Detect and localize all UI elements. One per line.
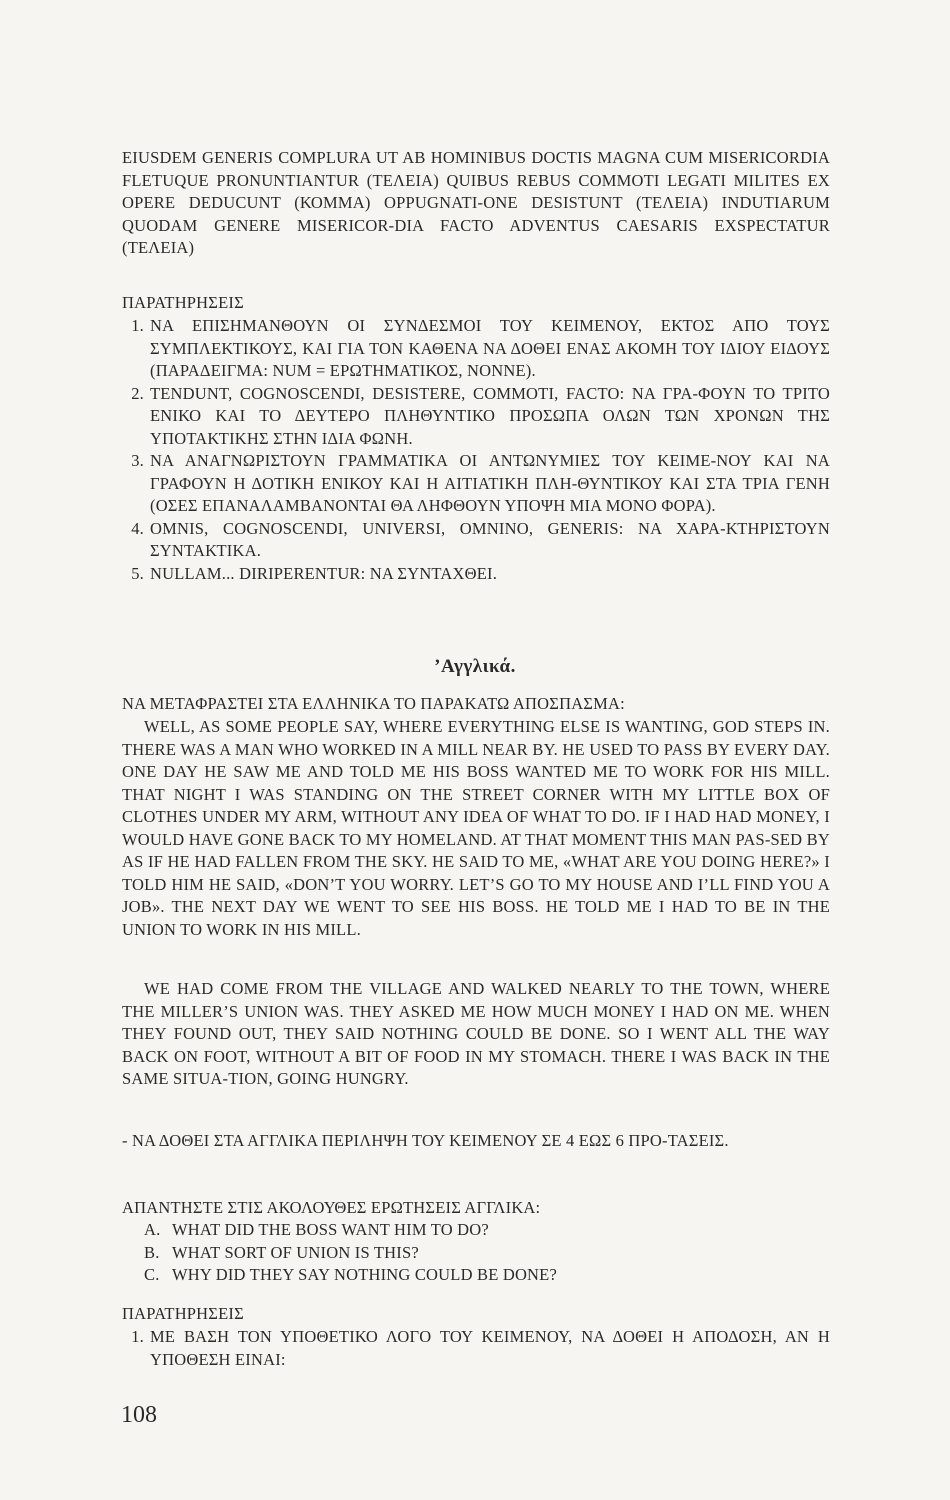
notes-list: [122, 1326, 830, 1371]
question-text: WHY DID THEY SAY NOTHING COULD BE DONE?: [172, 1265, 557, 1284]
question-item: [144, 1219, 557, 1242]
list-item: [122, 518, 830, 563]
notes-list: [122, 315, 830, 585]
question-label: A.: [144, 1220, 161, 1239]
list-item: [122, 450, 830, 518]
item-number: 4.: [131, 518, 144, 538]
question-text: WHAT SORT OF UNION IS THIS?: [172, 1242, 419, 1262]
item-text: ΝΑ ΕΠΙΣΗΜΑΝΘΟΥΝ ΟΙ ΣΥΝΔΕΣΜΟΙ ΤΟΥ ΚΕΙΜΕΝΟΥ, ΕΚΤΟΣ ΑΠΟ ΤΟΥΣ ΣΥΜΠΛΕΚΤΙΚΟΥΣ, ΚΑΙ ΓΙΑ ΤΟΝ ΚΑΘΕΝΑ ΝΑ ΔΟΘΕΙ ΕΝΑΣ ΑΚΟΜΗ ΤΟΥ ΙΔΙΟΥ ΕΙΔΟΥΣ (ΠΑΡΑΔΕΙΓΜΑ: NUM = ΕΡΩΤΗΜΑΤΙΚΟΣ, NONNE).: [150, 316, 830, 380]
question-item: [144, 1242, 557, 1265]
item-number: 2.: [131, 383, 144, 403]
list-item: [122, 1326, 830, 1371]
item-text: OMNIS, COGNOSCENDI, UNIVERSI, OMNINO, GENERIS: ΝΑ ΧΑΡΑ-ΚΤΗΡΙΣΤΟΥΝ ΣΥΝΤΑΚΤΙΚΑ.: [150, 518, 830, 560]
question-label: C.: [144, 1265, 160, 1284]
summary-instruction: - ΝΑ ΔΟΘΕΙ ΣΤΑ ΑΓΓΛΙΚΑ ΠΕΡΙΛΗΨΗ ΤΟΥ ΚΕΙΜΕΝΟΥ ΣΕ 4 ΕΩΣ 6 ΠΡΟ-ΤΑΣΕΙΣ.: [122, 1131, 729, 1150]
item-number: 1.: [131, 316, 144, 335]
section-title: ’Αγγλικά.: [434, 656, 516, 677]
item-number: 1.: [131, 1327, 144, 1346]
notes-heading: ΠΑΡΑΤΗΡΗΣΕΙΣ: [122, 293, 244, 312]
question-text: WHAT DID THE BOSS WANT HIM TO DO?: [172, 1220, 489, 1239]
item-text: ΝΑ ΑΝΑΓΝΩΡΙΣΤΟΥΝ ΓΡΑΜΜΑΤΙΚΑ ΟΙ ΑΝΤΩΝΥΜΙΕΣ ΤΟΥ ΚΕΙΜΕ-ΝΟΥ ΚΑΙ ΝΑ ΓΡΑΦΟΥΝ Η ΔΟΤΙΚΗ ΕΝΙΚΟΥ ΚΑΙ Η ΑΙΤΙΑΤΙΚΗ ΠΛΗ-ΘΥΝΤΙΚΟΥ ΚΑΙ ΣΤΑ ΤΡΙΑ ΓΕΝΗ (ΟΣΕΣ ΕΠΑΝΑΛΑΜΒΑΝΟΝΤΑΙ ΘΑ ΛΗΦΘΟΥΝ ΥΠΟΨΗ ΜΙΑ ΜΟΝΟ ΦΟΡΑ).: [150, 451, 830, 515]
list-item: [122, 383, 830, 451]
passage-paragraph-2: WE HAD COME FROM THE VILLAGE AND WALKED NEARLY TO THE TOWN, WHERE THE MILLER’S UNION WAS. THEY ASKED ME HOW MUCH MONEY I HAD ON ME. WHEN THEY FOUND OUT, THEY SAID NOTHING COULD BE DONE. SO I WENT ALL THE WAY BACK ON FOOT, WITHOUT A BIT OF FOOD IN MY STOMACH. THERE I WAS BACK IN THE SAME SITUA-TION, GOING HUNGRY.: [122, 979, 830, 1088]
item-number: 5.: [131, 563, 144, 583]
item-text: NULLAM... DIRIPERENTUR: ΝΑ ΣΥΝΤΑΧΘΕΙ.: [150, 563, 498, 583]
passage-paragraph-1: WELL, AS SOME PEOPLE SAY, WHERE EVERYTHING ELSE IS WANTING, GOD STEPS IN. THERE WAS A MAN WHO WORKED IN A MILL NEAR BY. HE USED TO PASS BY EVERY DAY. ONE DAY HE SAW ME AND TOLD ME HIS BOSS WANTED ME TO WORK FOR HIS MILL. THAT NIGHT I WAS STANDING ON THE STREET CORNER WITH MY LITTLE BOX OF CLOTHES UNDER MY ARM, WITHOUT ANY IDEA OF WHAT TO DO. IF I HAD HAD MONEY, I WOULD HAVE GONE BACK TO MY HOMELAND. AT THAT MOMENT THIS MAN PAS-SED BY AS IF HE HAD FALLEN FROM THE SKY. HE SAID TO ME, «WHAT ARE YOU DOING HERE?» I TOLD HIM HE SAID, «DON’T YOU WORRY. LET’S GO TO MY HOUSE AND I’LL FIND YOU A JOB». THE NEXT DAY WE WENT TO SEE HIS BOSS. HE TOLD ME I HAD TO BE IN THE UNION TO WORK IN HIS MILL.: [122, 717, 830, 939]
questions-list: [144, 1219, 557, 1287]
latin-text: EIUSDEM GENERIS COMPLURA UT AB HOMINIBUS DOCTIS MAGNA CUM MISERICORDIA FLETUQUE PRONUNTIANTUR (ΤΕΛΕΙΑ) QUIBUS REBUS COMMOTI LEGATI MILITES EX OPERE DEDUCUNT (ΚΟΜΜΑ) OPPUGNATI-ONE DESISTUNT (ΤΕΛΕΙΑ) INDUTIARUM QUODAM GENERE MISERICOR-DIA FACTO ADVENTUS CAESARIS EXSPECTATUR (ΤΕΛΕΙΑ): [122, 148, 830, 257]
item-text: ΜΕ ΒΑΣΗ ΤΟΝ ΥΠΟΘΕΤΙΚΟ ΛΟΓΟ ΤΟΥ ΚΕΙΜΕΝΟΥ, ΝΑ ΔΟΘΕΙ Η ΑΠΟΔΟΣΗ, ΑΝ Η ΥΠΟΘΕΣΗ ΕΙΝΑΙ:: [150, 1327, 830, 1369]
questions-heading: ΑΠΑΝΤΗΣΤΕ ΣΤΙΣ ΑΚΟΛΟΥΘΕΣ ΕΡΩΤΗΣΕΙΣ ΑΓΓΛΙΚΑ:: [122, 1198, 541, 1217]
question-label: B.: [144, 1242, 160, 1262]
question-item: [144, 1264, 557, 1287]
item-text: TENDUNT, COGNOSCENDI, DESISTERE, COMMOTI, FACTO: ΝΑ ΓΡΑ-ΦΟΥΝ ΤΟ ΤΡΙΤΟ ΕΝΙΚΟ ΚΑΙ ΤΟ ΔΕΥΤΕΡΟ ΠΛΗΘΥΝΤΙΚΟ ΠΡΟΣΩΠΑ ΟΛΩΝ ΤΩΝ ΧΡΟΝΩΝ ΤΗΣ ΥΠΟΤΑΚΤΙΚΗΣ ΣΤΗΝ ΙΔΙΑ ΦΩΝΗ.: [150, 383, 830, 448]
list-item: [122, 315, 830, 383]
translation-instruction: ΝΑ ΜΕΤΑΦΡΑΣΤΕΙ ΣΤΑ ΕΛΛΗΝΙΚΑ ΤΟ ΠΑΡΑΚΑΤΩ ΑΠΟΣΠΑΣΜΑ:: [122, 694, 625, 713]
notes-heading: ΠΑΡΑΤΗΡΗΣΕΙΣ: [122, 1304, 244, 1323]
list-item: [122, 563, 830, 586]
item-number: 3.: [131, 451, 144, 470]
page-number: 108: [121, 1402, 157, 1428]
